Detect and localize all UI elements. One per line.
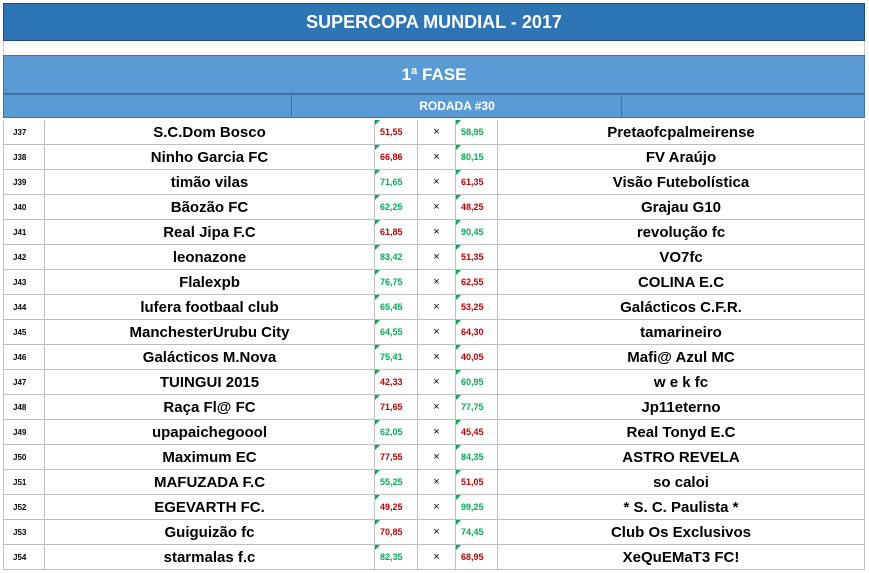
away-team: COLINA E.C <box>498 270 865 294</box>
home-score: 77,55 <box>375 445 418 469</box>
table-row <box>3 445 865 470</box>
table-row <box>3 220 865 245</box>
match-code: J53 <box>3 520 45 544</box>
away-team: so caloi <box>498 470 865 494</box>
away-score: 40,05 <box>456 345 498 369</box>
versus-mark: × <box>418 270 456 294</box>
away-team: FV Araújo <box>498 145 865 169</box>
table-row <box>3 245 865 270</box>
away-score: 84,35 <box>456 445 498 469</box>
table-row <box>3 545 865 570</box>
match-code: J46 <box>3 345 45 369</box>
versus-mark: × <box>418 320 456 344</box>
match-code: J48 <box>3 395 45 419</box>
table-row <box>3 470 865 495</box>
versus-mark: × <box>418 470 456 494</box>
round-bar-left-cell <box>4 95 292 117</box>
away-score: 99,25 <box>456 495 498 519</box>
home-team: Flalexpb <box>45 270 375 294</box>
away-team: revolução fc <box>498 220 865 244</box>
home-score: 71,65 <box>375 395 418 419</box>
match-code: J44 <box>3 295 45 319</box>
home-team: Guiguizão fc <box>45 520 375 544</box>
home-score: 71,65 <box>375 170 418 194</box>
table-row <box>3 370 865 395</box>
away-score: 68,95 <box>456 545 498 569</box>
versus-mark: × <box>418 545 456 569</box>
away-score: 51,35 <box>456 245 498 269</box>
home-score: 61,85 <box>375 220 418 244</box>
home-team: Real Jipa F.C <box>45 220 375 244</box>
away-score: 48,25 <box>456 195 498 219</box>
match-code: J43 <box>3 270 45 294</box>
matches-table <box>3 120 865 570</box>
separator-row <box>3 41 865 55</box>
table-row <box>3 420 865 445</box>
away-team: Galácticos C.F.R. <box>498 295 865 319</box>
away-score: 64,30 <box>456 320 498 344</box>
home-team: S.C.Dom Bosco <box>45 120 375 144</box>
match-code: J51 <box>3 470 45 494</box>
match-code: J42 <box>3 245 45 269</box>
table-row <box>3 145 865 170</box>
versus-mark: × <box>418 445 456 469</box>
versus-mark: × <box>418 195 456 219</box>
home-team: leonazone <box>45 245 375 269</box>
away-score: 53,25 <box>456 295 498 319</box>
table-row <box>3 120 865 145</box>
match-code: J54 <box>3 545 45 569</box>
home-score: 70,85 <box>375 520 418 544</box>
away-team: Pretaofcpalmeirense <box>498 120 865 144</box>
away-score: 45,45 <box>456 420 498 444</box>
away-team: Club Os Exclusivos <box>498 520 865 544</box>
match-code: J37 <box>3 120 45 144</box>
table-row <box>3 395 865 420</box>
versus-mark: × <box>418 220 456 244</box>
versus-mark: × <box>418 245 456 269</box>
home-team: starmalas f.c <box>45 545 375 569</box>
away-score: 77,75 <box>456 395 498 419</box>
home-team: MAFUZADA F.C <box>45 470 375 494</box>
match-code: J38 <box>3 145 45 169</box>
table-row <box>3 295 865 320</box>
home-score: 82,35 <box>375 545 418 569</box>
home-team: TUINGUI 2015 <box>45 370 375 394</box>
versus-mark: × <box>418 420 456 444</box>
table-row <box>3 345 865 370</box>
match-code: J39 <box>3 170 45 194</box>
table-row <box>3 495 865 520</box>
versus-mark: × <box>418 520 456 544</box>
away-score: 58,95 <box>456 120 498 144</box>
home-team: Galácticos M.Nova <box>45 345 375 369</box>
versus-mark: × <box>418 345 456 369</box>
match-code: J40 <box>3 195 45 219</box>
home-score: 62,05 <box>375 420 418 444</box>
home-score: 55,25 <box>375 470 418 494</box>
home-team: timão vilas <box>45 170 375 194</box>
away-team: Grajau G10 <box>498 195 865 219</box>
home-team: EGEVARTH FC. <box>45 495 375 519</box>
away-score: 90,45 <box>456 220 498 244</box>
match-code: J47 <box>3 370 45 394</box>
versus-mark: × <box>418 395 456 419</box>
away-score: 51,05 <box>456 470 498 494</box>
table-row <box>3 195 865 220</box>
match-code: J49 <box>3 420 45 444</box>
away-team: Real Tonyd E.C <box>498 420 865 444</box>
away-team: w e k fc <box>498 370 865 394</box>
table-row <box>3 520 865 545</box>
away-team: VO7fc <box>498 245 865 269</box>
home-score: 65,45 <box>375 295 418 319</box>
home-score: 83,42 <box>375 245 418 269</box>
versus-mark: × <box>418 370 456 394</box>
versus-mark: × <box>418 295 456 319</box>
away-team: Mafi@ Azul MC <box>498 345 865 369</box>
away-score: 74,45 <box>456 520 498 544</box>
table-row <box>3 320 865 345</box>
home-team: ManchesterUrubu City <box>45 320 375 344</box>
home-score: 76,75 <box>375 270 418 294</box>
home-score: 51,55 <box>375 120 418 144</box>
round-bar <box>3 94 865 118</box>
home-team: Bãozão FC <box>45 195 375 219</box>
round-title: RODADA #30 <box>419 99 495 113</box>
away-team: tamarineiro <box>498 320 865 344</box>
page-title: SUPERCOPA MUNDIAL - 2017 <box>3 3 865 41</box>
away-team: Jp11eterno <box>498 395 865 419</box>
table-row <box>3 270 865 295</box>
home-score: 64,55 <box>375 320 418 344</box>
match-code: J50 <box>3 445 45 469</box>
match-code: J52 <box>3 495 45 519</box>
away-team: * S. C. Paulista * <box>498 495 865 519</box>
home-score: 42,33 <box>375 370 418 394</box>
versus-mark: × <box>418 170 456 194</box>
away-team: XeQuEMaT3 FC! <box>498 545 865 569</box>
home-team: Maximum EC <box>45 445 375 469</box>
home-score: 62,25 <box>375 195 418 219</box>
home-score: 49,25 <box>375 495 418 519</box>
home-team: Ninho Garcia FC <box>45 145 375 169</box>
away-score: 80,15 <box>456 145 498 169</box>
home-team: Raça Fl@ FC <box>45 395 375 419</box>
home-score: 66,86 <box>375 145 418 169</box>
table-row <box>3 170 865 195</box>
away-team: Visão Futebolística <box>498 170 865 194</box>
home-score: 75,41 <box>375 345 418 369</box>
home-team: lufera footbaal club <box>45 295 375 319</box>
away-score: 60,95 <box>456 370 498 394</box>
versus-mark: × <box>418 120 456 144</box>
away-score: 61,35 <box>456 170 498 194</box>
match-code: J41 <box>3 220 45 244</box>
away-score: 62,55 <box>456 270 498 294</box>
home-team: upapaichegoool <box>45 420 375 444</box>
phase-title: 1ª FASE <box>3 55 865 94</box>
match-code: J45 <box>3 320 45 344</box>
versus-mark: × <box>418 145 456 169</box>
versus-mark: × <box>418 495 456 519</box>
away-team: ASTRO REVELA <box>498 445 865 469</box>
